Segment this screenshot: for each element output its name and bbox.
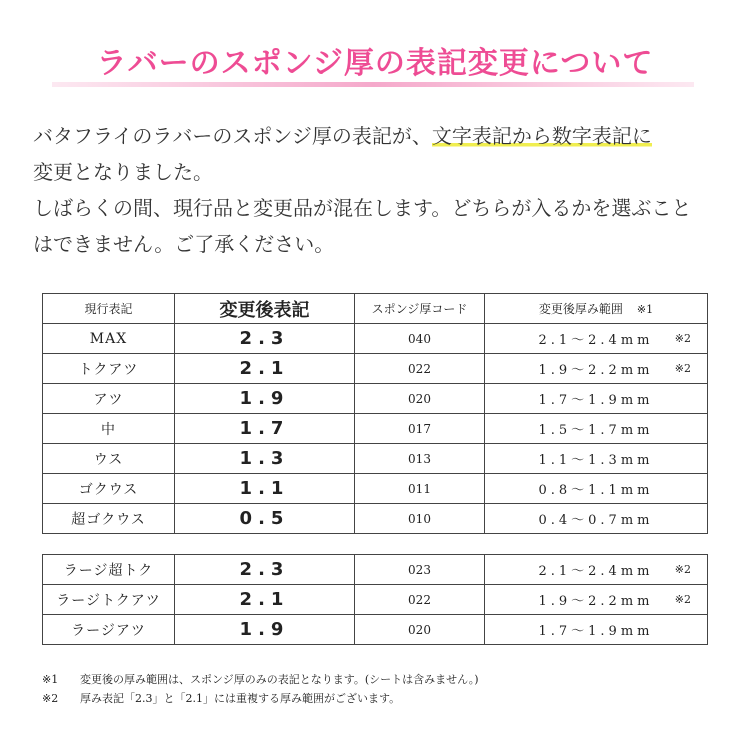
- table-header-row: [43, 294, 708, 324]
- table-row: [43, 474, 708, 504]
- table-row: [43, 615, 708, 645]
- header-new: 変更後表記: [175, 294, 355, 324]
- range-value: 1.9〜2.2mm: [538, 594, 654, 609]
- cell-code: 011: [355, 474, 485, 504]
- cell-current: ラージ超トク: [43, 555, 175, 585]
- footnote-1: [42, 670, 732, 689]
- range-note: ※2: [674, 332, 691, 345]
- cell-range: [485, 444, 708, 474]
- cell-current: 中: [43, 414, 175, 444]
- cell-new: 2.3: [175, 555, 355, 585]
- cell-new: 2.1: [175, 585, 355, 615]
- cell-range: [485, 555, 708, 585]
- footnote-2: [42, 689, 732, 708]
- cell-current: MAX: [43, 324, 175, 354]
- cell-new: 1.7: [175, 414, 355, 444]
- cell-current: トクアツ: [43, 354, 175, 384]
- cell-code: 022: [355, 354, 485, 384]
- intro-text: [33, 118, 733, 262]
- intro-line-3: しばらくの間、現行品と変更品が混在します。どちらが入るかを選ぶこと: [33, 196, 692, 220]
- cell-code: 020: [355, 615, 485, 645]
- cell-range: [485, 414, 708, 444]
- table-row: [43, 504, 708, 534]
- cell-code: 022: [355, 585, 485, 615]
- range-value: 2.1〜2.4mm: [538, 564, 654, 579]
- range-note: ※2: [674, 362, 691, 375]
- cell-current: ゴクウス: [43, 474, 175, 504]
- footnote-2-mark: ※2: [42, 692, 59, 705]
- table-row: [43, 324, 708, 354]
- cell-new: 2.3: [175, 324, 355, 354]
- range-value: 1.5〜1.7mm: [538, 423, 654, 438]
- intro-line-1-text: バタフライのラバーのスポンジ厚の表記が、: [33, 124, 432, 148]
- cell-range: [485, 585, 708, 615]
- cell-new: 1.9: [175, 615, 355, 645]
- cell-new: 0.5: [175, 504, 355, 534]
- range-note: ※2: [674, 563, 691, 576]
- cell-current: ウス: [43, 444, 175, 474]
- cell-code: 023: [355, 555, 485, 585]
- table-row: [43, 354, 708, 384]
- footnote-1-text: 変更後の厚み範囲は、スポンジ厚のみの表記となります。(シートは含みません。): [80, 673, 479, 686]
- title-underline: [52, 82, 694, 87]
- table-row: [43, 585, 708, 615]
- cell-range: [485, 354, 708, 384]
- large-thickness-table: [42, 554, 708, 645]
- cell-current: ラージアツ: [43, 615, 175, 645]
- cell-new: 2.1: [175, 354, 355, 384]
- cell-current: 超ゴクウス: [43, 504, 175, 534]
- table-row: [43, 384, 708, 414]
- cell-new: 1.3: [175, 444, 355, 474]
- cell-code: 017: [355, 414, 485, 444]
- cell-current: アツ: [43, 384, 175, 414]
- intro-line-2: 変更となりました。: [33, 160, 213, 184]
- cell-new: 1.9: [175, 384, 355, 414]
- range-value: 2.1〜2.4mm: [538, 333, 654, 348]
- cell-range: [485, 384, 708, 414]
- thickness-table: [42, 293, 708, 534]
- cell-code: 040: [355, 324, 485, 354]
- intro-highlight: 文字表記から数字表記に: [431, 124, 652, 148]
- header-range-label: 変更後厚み範囲: [538, 302, 623, 316]
- header-code: スポンジ厚コード: [355, 294, 485, 324]
- page-title: ラバーのスポンジ厚の表記変更について: [96, 46, 654, 81]
- table-body: [43, 324, 708, 534]
- cell-current: ラージトクアツ: [43, 585, 175, 615]
- cell-range: [485, 615, 708, 645]
- large-table-body: [43, 555, 708, 645]
- range-value: 1.7〜1.9mm: [538, 393, 654, 408]
- range-value: 0.4〜0.7mm: [538, 513, 654, 528]
- cell-code: 010: [355, 504, 485, 534]
- cell-code: 020: [355, 384, 485, 414]
- cell-range: [485, 324, 708, 354]
- header-range-note: ※1: [636, 303, 654, 316]
- table-row: [43, 414, 708, 444]
- intro-line-1: [33, 118, 733, 154]
- footnote-2-text: 厚み表記「2.3」と「2.1」には重複する厚み範囲がございます。: [80, 692, 401, 705]
- range-value: 1.7〜1.9mm: [538, 624, 654, 639]
- range-note: ※2: [674, 593, 691, 606]
- header-range: [485, 294, 708, 324]
- intro-line-4: はできません。ご了承ください。: [33, 232, 335, 256]
- range-value: 1.1〜1.3mm: [538, 453, 654, 468]
- cell-code: 013: [355, 444, 485, 474]
- range-value: 1.9〜2.2mm: [538, 363, 654, 378]
- footnotes: [42, 670, 732, 708]
- cell-new: 1.1: [175, 474, 355, 504]
- cell-range: [485, 504, 708, 534]
- table-row: [43, 555, 708, 585]
- footnote-1-mark: ※1: [42, 673, 59, 686]
- cell-range: [485, 474, 708, 504]
- range-value: 0.8〜1.1mm: [538, 483, 654, 498]
- header-current: 現行表記: [43, 294, 175, 324]
- table-row: [43, 444, 708, 474]
